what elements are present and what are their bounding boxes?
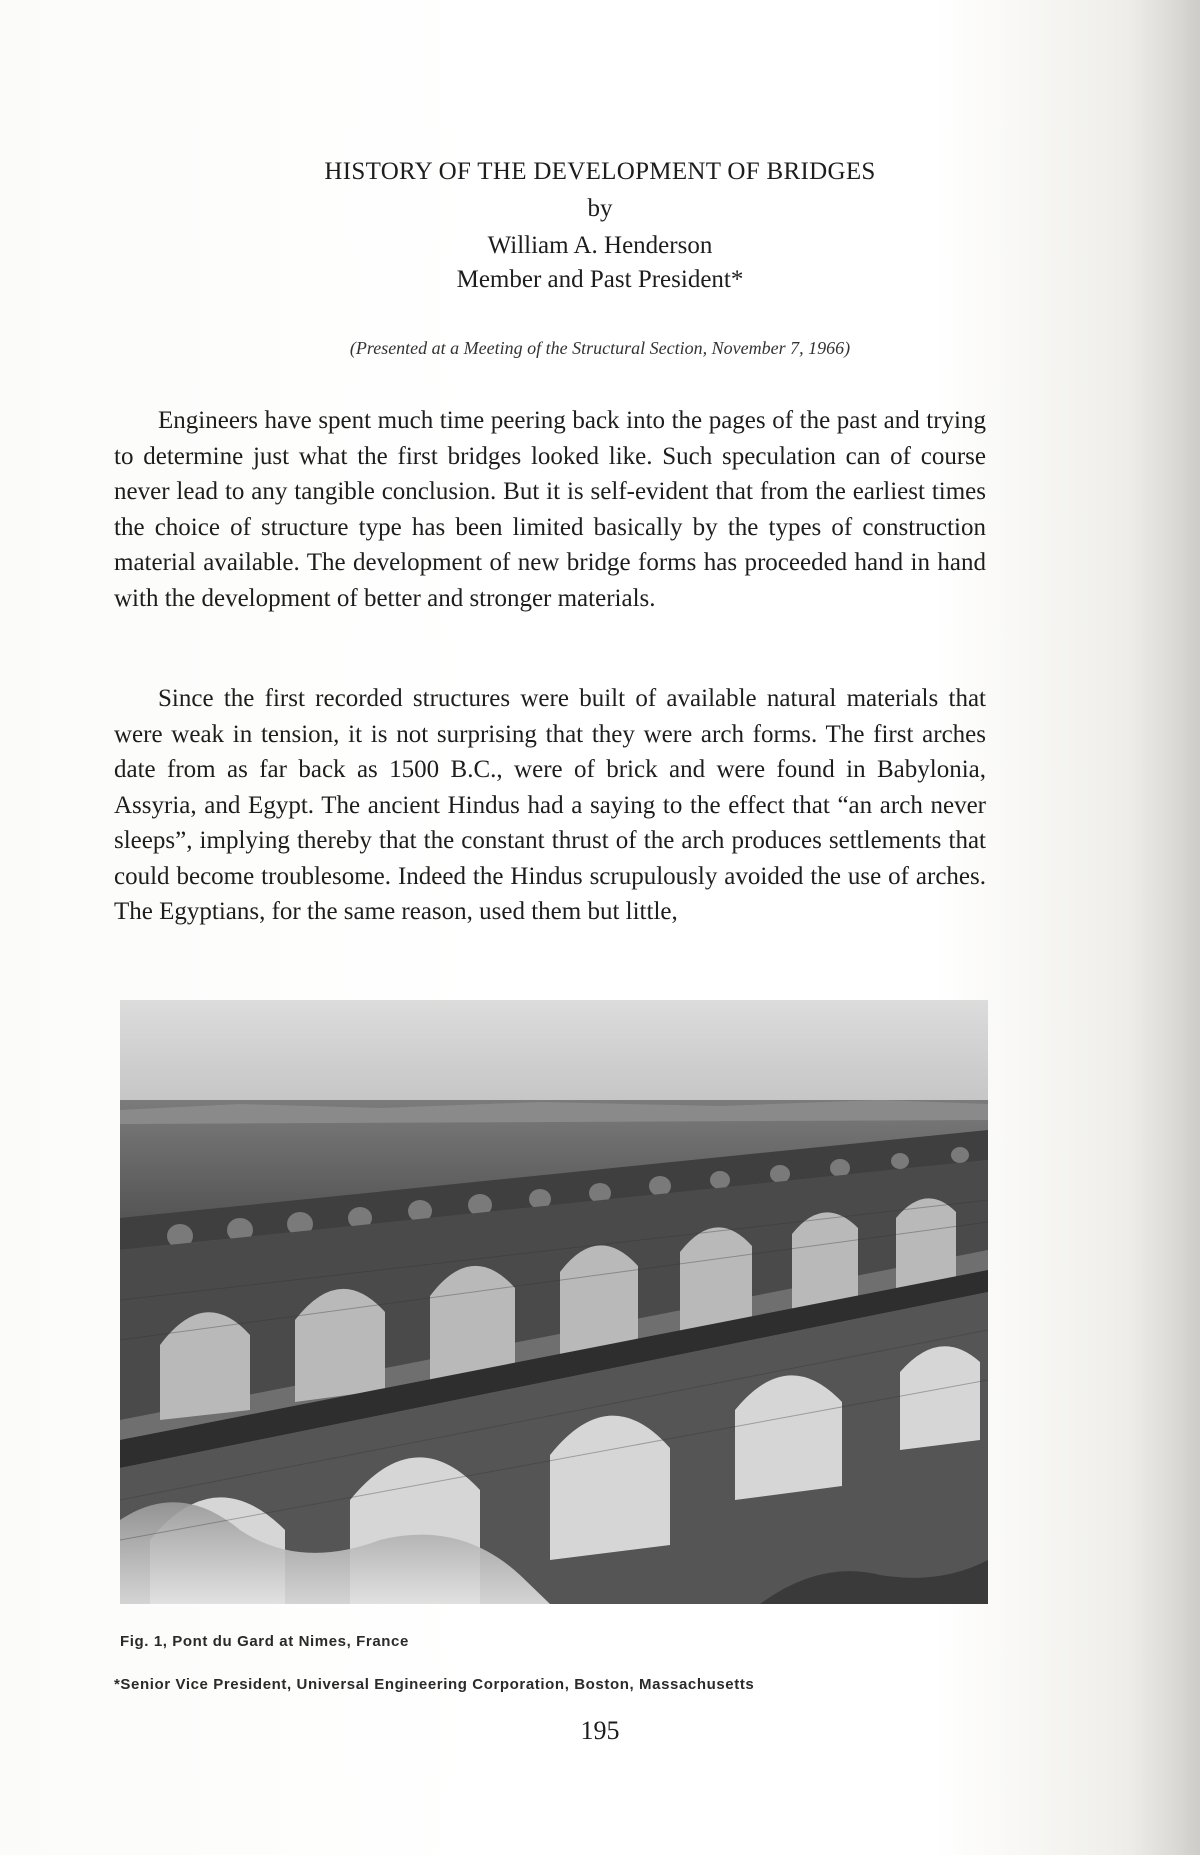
paragraph-2: Since the first recorded structures were built of available natural materials that were weak in tension, it is not surprising that they were arch forms. The first arches date from as far back as 1500 B.C., were of brick and were found in Babylonia, Assyria, and Egypt. The ancient Hindus had a saying to the effect that “an arch never sleeps”, implying thereby that the constant thrust of the arch produces settlements that could become troublesome. Indeed the Hindus scrupulously avoided the use of arches. The Egyptians, for the same reason, used them but little, xyxy=(114,685,986,925)
author-affiliation: Member and Past President* xyxy=(456,266,744,293)
presentation-note: (Presented at a Meeting of the Structural Section, November 7, 1966) xyxy=(349,338,851,358)
paragraph-1: Engineers have spent much time peering back into the pages of the past and trying to determine just what the first bridges looked like. Such speculation can of course never lead to any tangible conclusion. But it is self-evident that from the earliest times the choice of structure type has been limited basically by the types of construction material available. The development of new bridge forms has proceeded hand in hand with the development of better and stronger materials. xyxy=(114,407,986,612)
article-title: HISTORY OF THE DEVELOPMENT OF BRIDGES xyxy=(324,158,876,185)
page-number: 195 xyxy=(580,1716,620,1745)
figure-caption: Fig. 1, Pont du Gard at Nimes, France xyxy=(120,1633,409,1650)
author-name: William A. Henderson xyxy=(487,232,713,259)
byline: by xyxy=(587,195,613,222)
bridge-photo xyxy=(120,1000,988,1604)
footnote: *Senior Vice President, Universal Engineering Corporation, Boston, Massachusetts xyxy=(114,1676,755,1693)
aqueduct-illustration xyxy=(120,1000,988,1604)
